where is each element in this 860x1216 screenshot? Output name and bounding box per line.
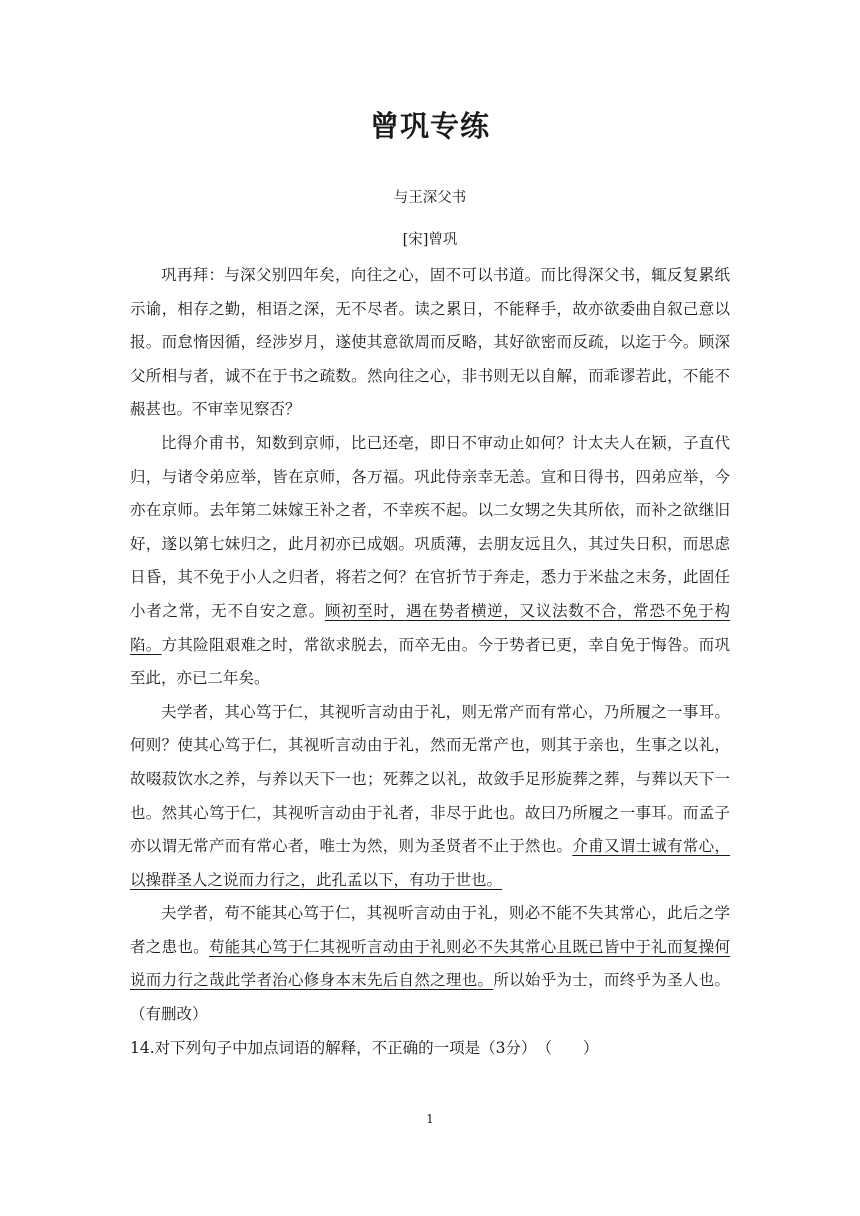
underlined-sentence-1: 顾初至时，遇在势者横逆，又议法数不合，常恐不免于构陷。 xyxy=(130,601,730,654)
paragraph-3-text-a: 夫学者，其心笃于仁，其视听言动由于礼，则无常产而有常心，乃所履之一事耳。何则？使其心笃于仁，其视听言动由于礼，然而无常产也，则其于亲也，生事之以礼，故啜菽饮水之养，与养以天下一也；死葬之以礼，故敛手足形旋葬之葬，与葬以天下一也。然其心笃于仁，其视听言动由于礼者，非尽于此也。故曰乃所履之一事耳。而孟子亦以谓无常产而有常心者，唯士为然，则为圣贤者不止于然也。 xyxy=(130,702,730,856)
paragraph-2-text-b: 方其险阻艰难之时，常欲求脱去，而卒无由。今于势者已更，幸自免于悔咎。而巩至此，亦已二年矣。 xyxy=(130,635,730,688)
article-body xyxy=(130,259,730,1065)
paragraph-2 xyxy=(130,427,730,696)
page-number: 1 xyxy=(426,1112,434,1126)
question-14: 14.对下列句子中加点词语的解释，不正确的一项是（3分） （ ） xyxy=(130,1038,599,1057)
article-author: [宋]曾巩 xyxy=(402,232,458,248)
paragraph-2-text-a: 比得介甫书，知数到京师，比已还亳，即日不审动止如何？计太夫人在颖，子直代归，与诸令弟应举，皆在京师，各万福。巩此侍亲幸无恙。宣和日得书，四弟应举，今亦在京师。去年第二妹嫁王补之者，不幸疾不起。以二女甥之失其所依，而补之欲继旧好，遂以第七妹归之，此月初亦已成姻。巩质薄，去朋友远且久，其过失日积，而思虑日昏，其不免于小人之归者，将若之何？在官折节于奔走，悉力于米盐之末务，此固任小者之常，无不自安之意。 xyxy=(130,433,730,620)
paragraph-1: 巩再拜：与深父别四年矣，向往之心，固不可以书道。而比得深父书，辄反复累纸示谕，相存之勤，相语之深，无不尽者。读之累日，不能释手，故亦欲委曲自叙己意以报。而怠惰因循，经涉岁月，遂使其意欲周而反略，其好欲密而反疏，以迄于今。顾深父所相与者，诚不在于书之疏数。然向往之心，非书则无以自解，而乖谬若此，不能不赧甚也。不审幸见察否？ xyxy=(130,266,730,419)
article-title: 与王深父书 xyxy=(393,190,467,206)
paragraph-4-text-a: 夫学者，苟不能其心笃于仁，其视听言动由于礼，则必不能不失其常心，此后之学者之患也。 xyxy=(130,904,730,956)
document-title: 曾巩专练 xyxy=(369,109,490,143)
paragraph-4-text-b: 所以始乎为士，而终乎为圣人也。（有删改） xyxy=(130,971,730,1024)
underlined-sentence-2: 介甫又谓士诚有常心，以操群圣人之说而力行之，此孔孟以下，有功于世也。 xyxy=(130,837,730,889)
paragraph-3 xyxy=(130,696,730,898)
underlined-passage-3: 苟能其心笃于仁其视听言动由于礼则必不失其常心且既已皆中于礼而复操何说而力行之哉此学者治心修身本末先后自然之理也。 xyxy=(130,937,730,990)
paragraph-4 xyxy=(130,897,730,1031)
